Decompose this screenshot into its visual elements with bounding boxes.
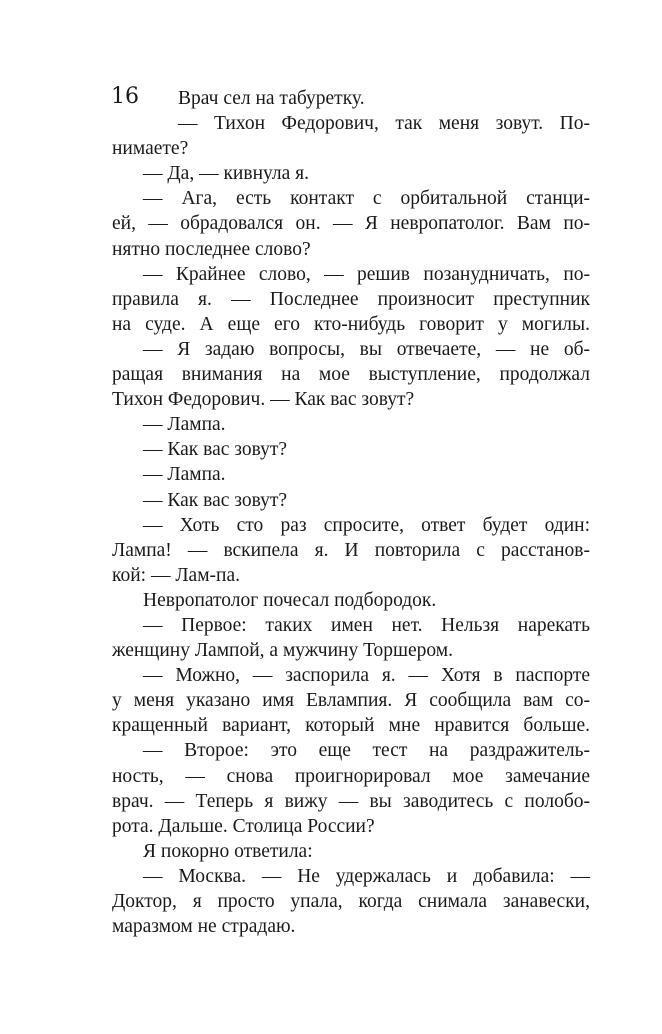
text-line: — Тихон Федорович, так меня зовут. По- (178, 113, 590, 135)
text-line: — Крайнее слово, — решив позанудничать, по- (143, 263, 590, 285)
text-line: — Как вас зовут? (143, 439, 288, 461)
text-line: — Как вас зовут? (143, 489, 288, 511)
text-line: Тихон Федорович. — Как вас зовут? (112, 389, 415, 411)
text-line: — Лампа. (143, 414, 226, 436)
text-line: Лампа! — вскипела я. И повторила с расстанов- (112, 539, 590, 561)
text-line: врач. — Теперь я вижу — вы заводитесь с полобо- (112, 790, 590, 812)
text-line: — Лампа. (143, 464, 226, 486)
text-line: ращая внимания на мое выступление, продолжал (112, 364, 590, 386)
text-line: у меня указано имя Евлампия. Я сообщила вам со- (112, 690, 590, 712)
text-line: Я покорно ответила: (143, 840, 313, 862)
text-line: на суде. А еще его кто-нибудь говорит у могилы. (112, 313, 590, 335)
text-line: правила я. — Последнее произносит преступник (112, 288, 590, 310)
text-line: — Да, — кивнула я. (143, 163, 310, 185)
text-line: — Москва. — Не удержалась и добавила: — (143, 865, 590, 887)
text-line: рота. Дальше. Столица России? (112, 815, 375, 837)
text-line: кращенный вариант, который мне нравится больше. (112, 715, 590, 737)
text-line: ей, — обрадовался он. — Я невропатолог. Вам по- (112, 213, 590, 235)
text-line: Врач сел на табуретку. (178, 88, 365, 109)
text-line: Невропатолог почесал подбородок. (143, 589, 437, 611)
text-line: — Первое: таких имен нет. Нельзя нарекать (143, 614, 590, 636)
text-line: маразмом не страдаю. (112, 916, 296, 938)
text-line: нятно последнее слово? (112, 238, 311, 260)
text-line: женщину Лампой, а мужчину Торшером. (112, 640, 454, 662)
text-line: нимаете? (112, 138, 189, 160)
body-text (112, 86, 590, 939)
text-line: — Ага, есть контакт с орбитальной станци- (143, 188, 590, 210)
text-line: — Хоть сто раз спросите, ответ будет один: (143, 514, 590, 536)
page-number: 16 (111, 84, 139, 109)
text-line: Доктор, я просто упала, когда снимала занавески, (112, 891, 590, 912)
text-line: — Я задаю вопросы, вы отвечаете, — не об- (143, 338, 590, 360)
text-line: — Можно, — заспорила я. — Хотя в паспорте (143, 665, 590, 687)
text-line: кой: — Лам-па. (112, 564, 241, 586)
text-line: — Второе: это еще тест на раздражитель- (143, 740, 590, 762)
text-line: ность, — снова проигнорировал мое замечание (112, 765, 590, 787)
